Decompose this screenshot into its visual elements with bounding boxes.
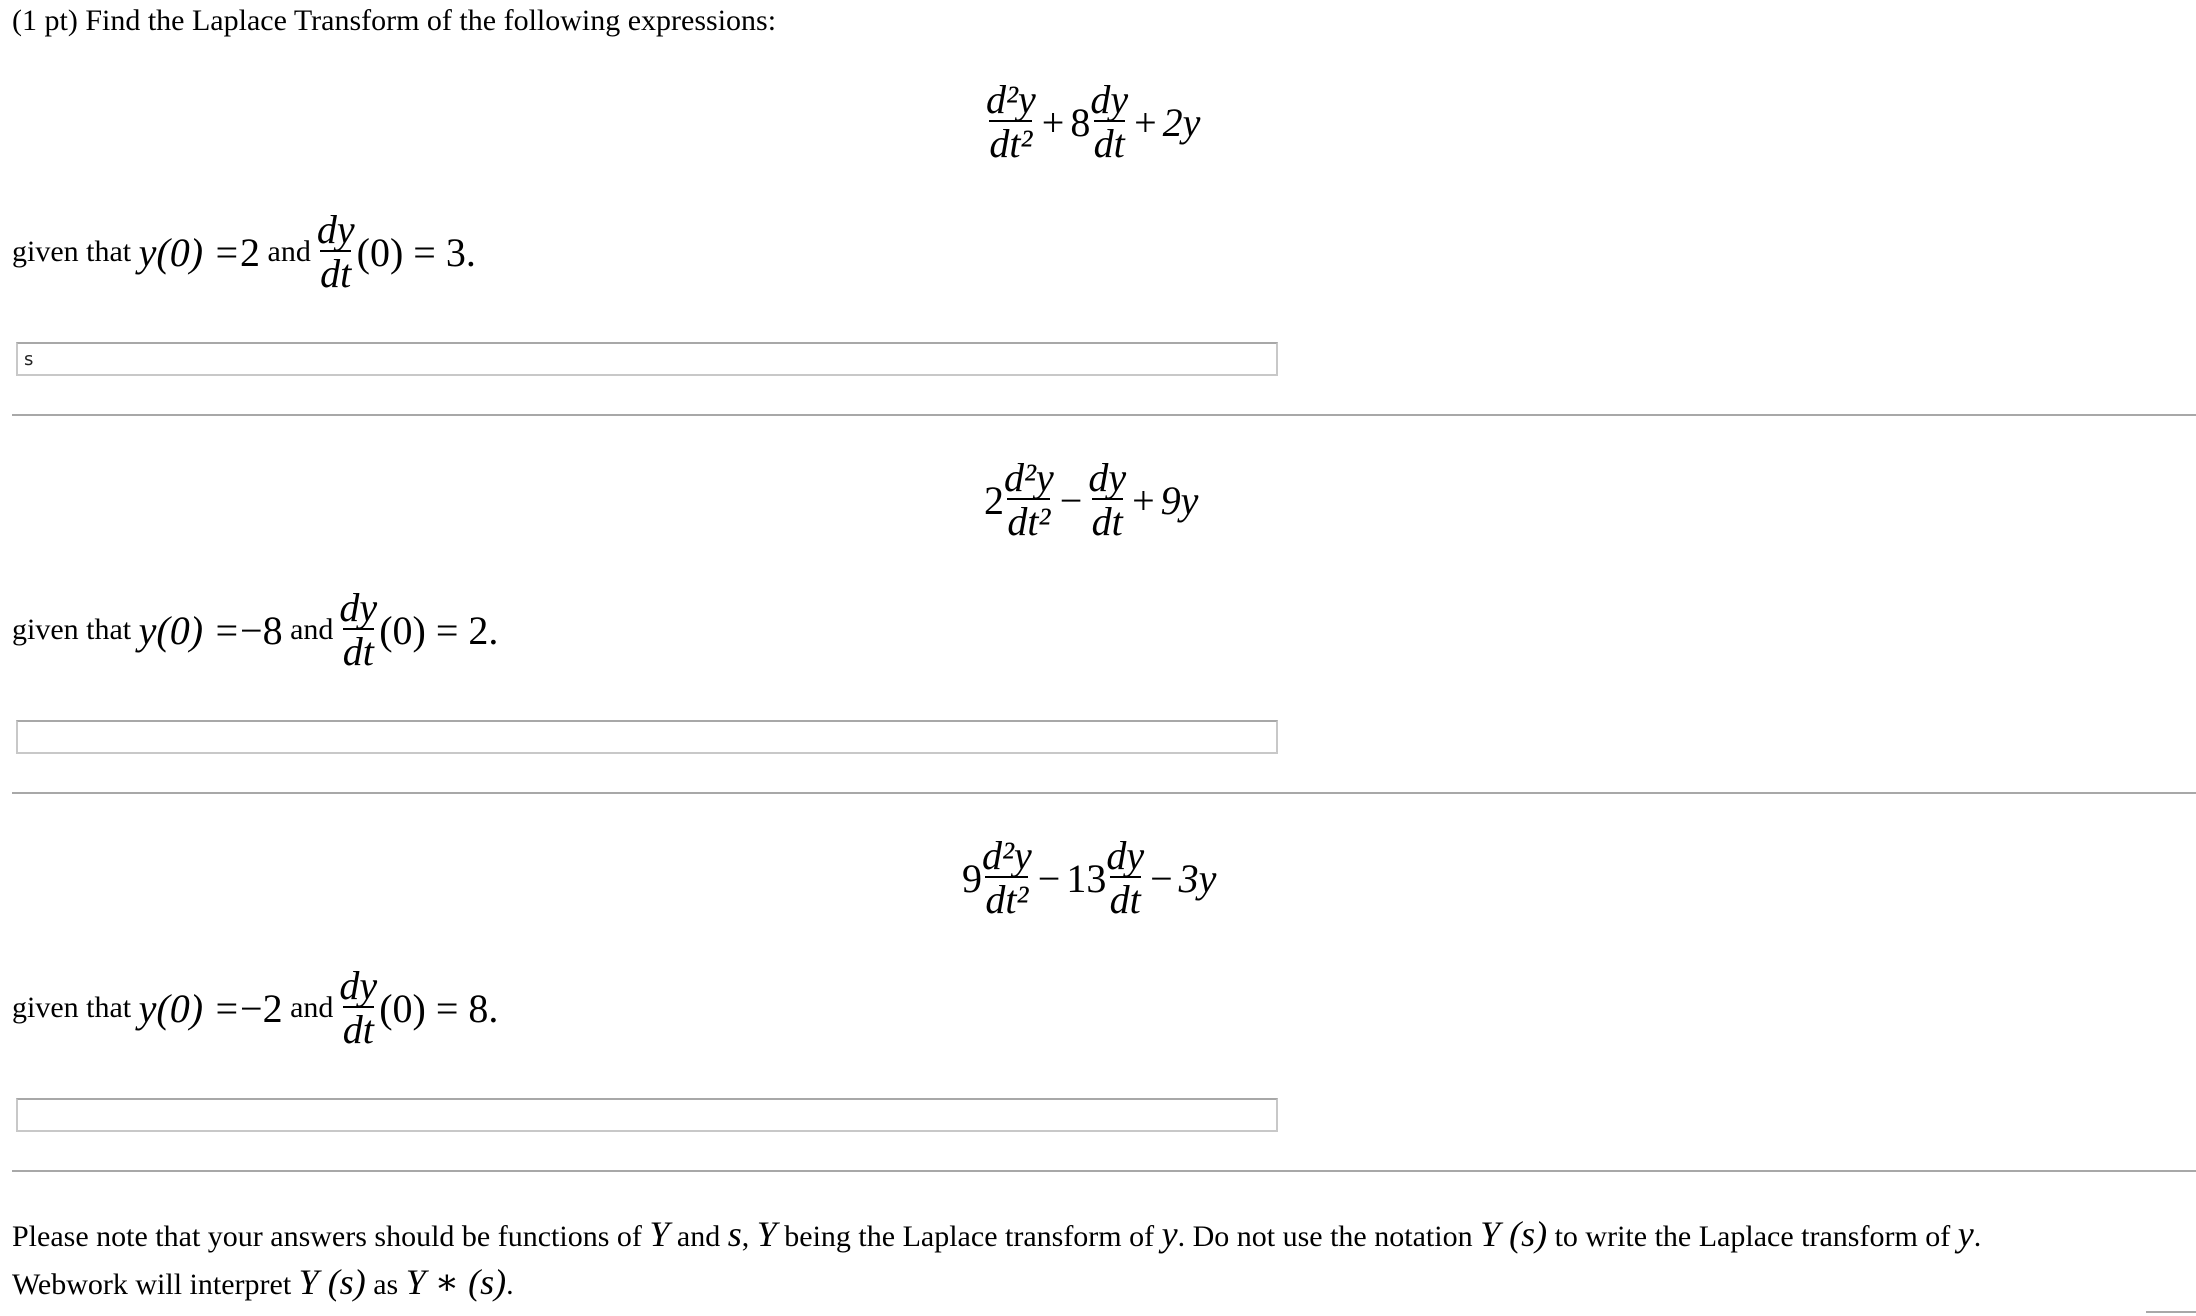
y0-value: −2: [240, 985, 283, 1031]
term: 9y: [1160, 477, 1199, 523]
second-derivative-fraction: $\frac{\text{d²y}}{\text{dt²}}$: [1004, 455, 1054, 544]
dy0-condition: (0) = 2.: [379, 607, 499, 653]
y0-value: 2: [240, 229, 261, 275]
y0-value: −8: [240, 607, 283, 653]
first-derivative-fraction: $\frac{dy}{dt}$: [1090, 77, 1129, 166]
initial-conditions-3: [12, 963, 499, 1052]
dy0-condition: (0) = 8.: [379, 985, 499, 1031]
divider: [12, 1170, 2196, 1172]
operator: −: [1037, 855, 1061, 901]
problem-header: (1 pt) Find the Laplace Transform of the following expressions:: [12, 4, 777, 37]
second-derivative-fraction: $\frac{\text{d²y}}{\text{dt²}}$: [986, 77, 1036, 166]
second-derivative-fraction: $\frac{\text{d²y}}{\text{dt²}}$: [982, 833, 1032, 922]
y0-condition: y(0) =: [138, 607, 241, 653]
expression-3: [962, 833, 1217, 922]
term: 2y: [1162, 99, 1201, 145]
derivative-fraction: $\frac{dy}{dt}$: [339, 963, 378, 1052]
first-derivative-fraction: $\frac{dy}{dt}$: [1106, 833, 1145, 922]
derivative-fraction: $\frac{dy}{dt}$: [316, 207, 355, 296]
y0-condition: y(0) =: [138, 229, 241, 275]
operator: +: [1132, 477, 1155, 523]
dy0-condition: (0) = 3.: [356, 229, 476, 275]
divider: [12, 414, 2196, 416]
note-line-2: Webwork will interpret Y (s) as Y ∗ (s).: [12, 1262, 514, 1302]
answer-input-3[interactable]: [16, 1098, 1278, 1132]
answer-input-1[interactable]: [16, 342, 1278, 376]
expression-2: [984, 455, 1199, 544]
derivative-fraction: $\frac{dy}{dt}$: [339, 585, 378, 674]
first-derivative-fraction: $\frac{dy}{dt}$: [1088, 455, 1127, 544]
coefficient: 2: [984, 477, 1004, 523]
divider: [2146, 1311, 2196, 1316]
initial-conditions-2: [12, 585, 499, 674]
coefficient: 13: [1066, 855, 1107, 901]
coefficient: 9: [962, 855, 982, 901]
given-label: given that: [12, 235, 132, 268]
note-line-1: Please note that your answers should be functions of Y and s, Y being the Laplace transform of y. Do not use the notation Y (s) to write the Laplace transform of y.: [12, 1214, 1982, 1254]
initial-conditions-1: [12, 207, 476, 296]
operator: −: [1150, 855, 1173, 901]
y0-condition: y(0) =: [138, 985, 241, 1031]
expression-1: [986, 77, 1201, 166]
given-label: given that: [12, 613, 132, 646]
divider: [12, 792, 2196, 794]
operator: +: [1041, 99, 1065, 145]
operator: +: [1134, 99, 1157, 145]
coefficient: 8: [1070, 99, 1091, 145]
operator: −: [1059, 477, 1083, 523]
and-label: and: [290, 991, 334, 1024]
given-label: given that: [12, 991, 132, 1024]
and-label: and: [267, 235, 311, 268]
answer-input-2[interactable]: [16, 720, 1278, 754]
and-label: and: [290, 613, 334, 646]
term: 3y: [1178, 855, 1217, 901]
